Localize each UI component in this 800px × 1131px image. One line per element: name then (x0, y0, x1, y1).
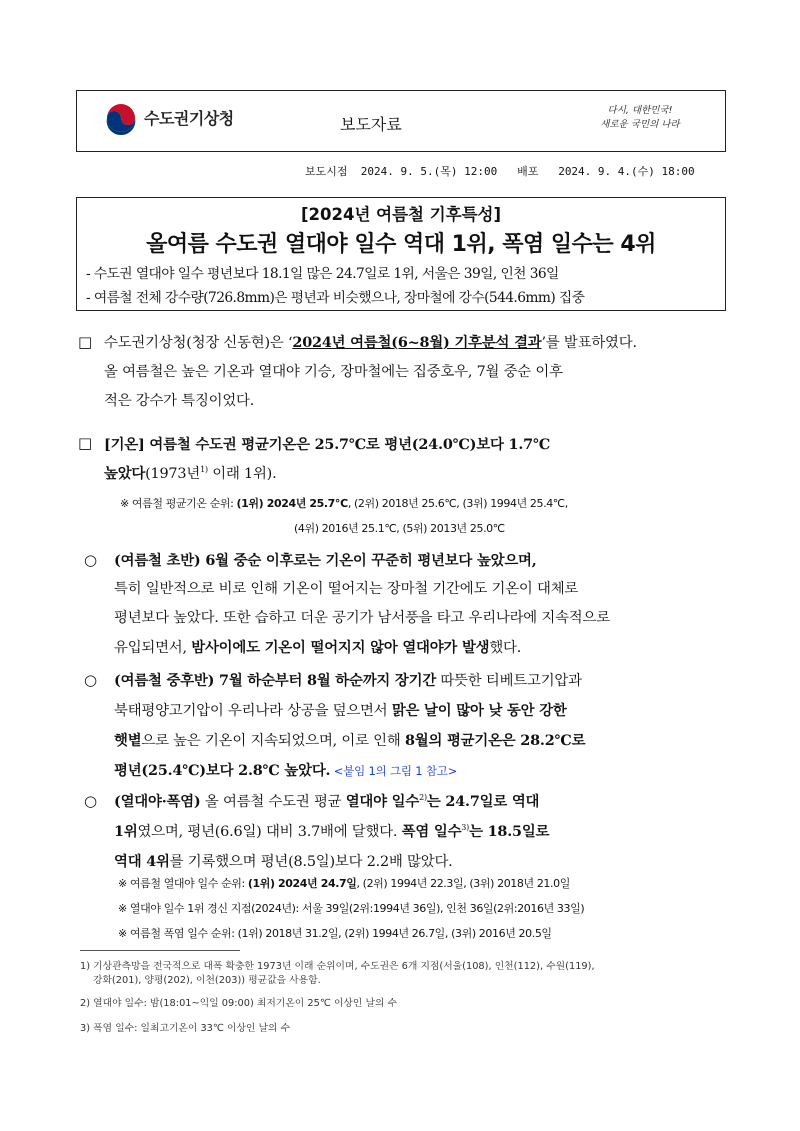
intro-paragraph (104, 328, 734, 416)
text: (1973년 (145, 466, 201, 482)
text: 는 18.5일로 (469, 823, 550, 840)
text: 평년보다 높았다. 또한 습하고 더운 공기가 남서풍을 타고 우리나라에 지속적으로 (114, 610, 610, 626)
report-title: 2024년 여름철(6~8월) 기후분석 결과 (292, 334, 542, 351)
text: 올 여름철은 높은 기온과 열대야 기승, 장마철에는 집중호우, 7월 중순 이후 (104, 364, 563, 380)
bullet-circle: ○ (84, 551, 98, 569)
temp-rank-note (120, 495, 568, 511)
text: 강화(201), 양평(202), 이천(203)) 평균값을 사용함. (93, 975, 321, 986)
headline: 올여름 수도권 열대야 일수 역대 1위, 폭염 일수는 4위 (146, 232, 656, 257)
text: ’를 발표하였다. (541, 335, 637, 351)
footnote-divider (80, 950, 240, 951)
text: 평년(25.4℃)보다 2.8℃ 높았다. (114, 762, 331, 779)
text: 는 24.7일로 역대 (426, 793, 540, 810)
text: 북태평양고기압이 우리나라 상공을 덮으면서 (114, 703, 392, 719)
text: 특히 일반적으로 비로 인해 기온이 떨어지는 장마철 기간에도 기온이 대체로 (114, 581, 579, 597)
mid-late-summer-paragraph (114, 666, 734, 786)
subheadline-2: - 여름철 전체 강수량(726.8mm)은 평년과 비슷했으나, 장마철에 강수(544.6mm) 집중 (86, 290, 585, 306)
text: (1위) 2024년 24.7일 (247, 877, 357, 890)
text: 올 여름철 수도권 평균 (200, 794, 346, 810)
release-info: 보도시점 2024. 9. 5.(목) 12:00 배포 2024. 9. 4.(수) 18:00 (305, 165, 695, 178)
tropical-night-rank-note (118, 875, 570, 891)
text: 햇볕 (114, 732, 142, 749)
text: 이래 1위). (207, 466, 277, 482)
bullet-circle: ○ (84, 671, 98, 689)
text: 맑은 날이 많아 낮 동안 강한 (391, 702, 567, 719)
footnote-ref: 2) (419, 793, 427, 803)
text: 역대 4위 (114, 853, 170, 870)
text: (여름철 중후반) 7월 하순부터 8월 하순까지 장기간 (114, 672, 437, 689)
text: (1위) 2024년 25.7℃ (236, 497, 348, 510)
figure-reference-link[interactable]: <붙임 1의 그림 1 참고> (330, 764, 458, 778)
subheadline-1: - 수도권 열대야 일수 평년보다 18.1일 많은 24.7일로 1위, 서울은 39일, 인천 36일 (86, 266, 559, 282)
text: 열대야 일수 (345, 793, 420, 810)
temp-rank-note-2: (4위) 2016년 25.1℃, (5위) 2013년 25.0℃ (294, 522, 505, 535)
temperature-paragraph (104, 430, 734, 489)
text: 높았다 (104, 465, 146, 482)
text: 였으며, 평년(6.6일) 대비 3.7배에 달했다. (137, 824, 402, 840)
tropical-night-heatwave-paragraph (114, 787, 734, 877)
text: , (2위) 2018년 25.6℃, (3위) 1994년 25.4℃, (347, 497, 568, 510)
text: 따뜻한 티베트고기압과 (436, 673, 582, 689)
footnote-1 (80, 960, 730, 988)
footnote-ref: 1) (200, 465, 208, 475)
footnote-3: 3) 폭염 일수: 일최고기온이 33℃ 이상인 날의 수 (80, 1023, 291, 1034)
footnote-ref: 3) (461, 823, 470, 833)
text: 수도권기상청(청장 신동현)은 ‘ (104, 335, 293, 351)
subject: [2024년 여름철 기후특성] (300, 205, 501, 224)
text: ※ 여름철 열대야 일수 순위: (118, 877, 248, 890)
heatwave-rank-note: ※ 여름철 폭염 일수 순위: (1위) 2018년 31.2일, (2위) 1994년 26.7일, (3위) 2016년 20.5일 (118, 927, 552, 940)
text: 밤사이에도 기온이 떨어지지 않아 열대야가 발생 (191, 639, 490, 656)
text: 적은 강수가 특징이었다. (104, 393, 255, 409)
text: , (2위) 1994년 22.3일, (3위) 2018년 21.0일 (356, 877, 570, 890)
text: 유입되면서, (114, 640, 192, 656)
bullet-square: □ (78, 434, 93, 452)
slogan-line2: 새로운 국민의 나라 (600, 119, 680, 130)
text: 1위 (114, 823, 138, 840)
text: 를 기록했으며 평년(8.5일)보다 2.2배 많았다. (169, 854, 453, 870)
bullet-square: □ (78, 333, 93, 351)
text: [기온] 여름철 수도권 평균기온은 25.7℃로 평년(24.0℃)보다 1.7℃ (104, 436, 550, 453)
text: ※ 여름철 평균기온 순위: (120, 497, 237, 510)
org-name: 수도권기상청 (144, 109, 234, 128)
bullet-circle: ○ (84, 792, 98, 810)
text: 으로 높은 기온이 지속되었으며, 이로 인해 (141, 733, 405, 749)
text: 1) 기상관측망을 전국적으로 대폭 확충한 1973년 이래 순위이며, 수도권은 6개 지점(서울(108), 인천(112), 수원(119), (80, 961, 595, 972)
record-station-note: ※ 열대야 일수 1위 경신 지점(2024년): 서울 39일(2위:1994년 36일), 인천 36일(2위:2016년 33일) (118, 902, 585, 915)
government-logo-icon (104, 104, 138, 138)
early-summer-paragraph (114, 546, 734, 663)
text: (열대야·폭염) (114, 793, 201, 810)
text: 폭염 일수 (401, 823, 462, 840)
text: 8월의 평균기온은 28.2℃로 (404, 732, 586, 749)
text: 했다. (489, 640, 522, 656)
text: (여름철 초반) 6월 중순 이후로는 기온이 꾸준히 평년보다 높았으며, (114, 552, 537, 569)
doc-type: 보도자료 (340, 115, 402, 134)
footnote-2: 2) 열대야 일수: 밤(18:01~익일 09:00) 최저기온이 25℃ 이상인 날의 수 (80, 998, 397, 1009)
slogan-line1: 다시, 대한민국! (607, 105, 673, 116)
slogan (595, 104, 685, 132)
